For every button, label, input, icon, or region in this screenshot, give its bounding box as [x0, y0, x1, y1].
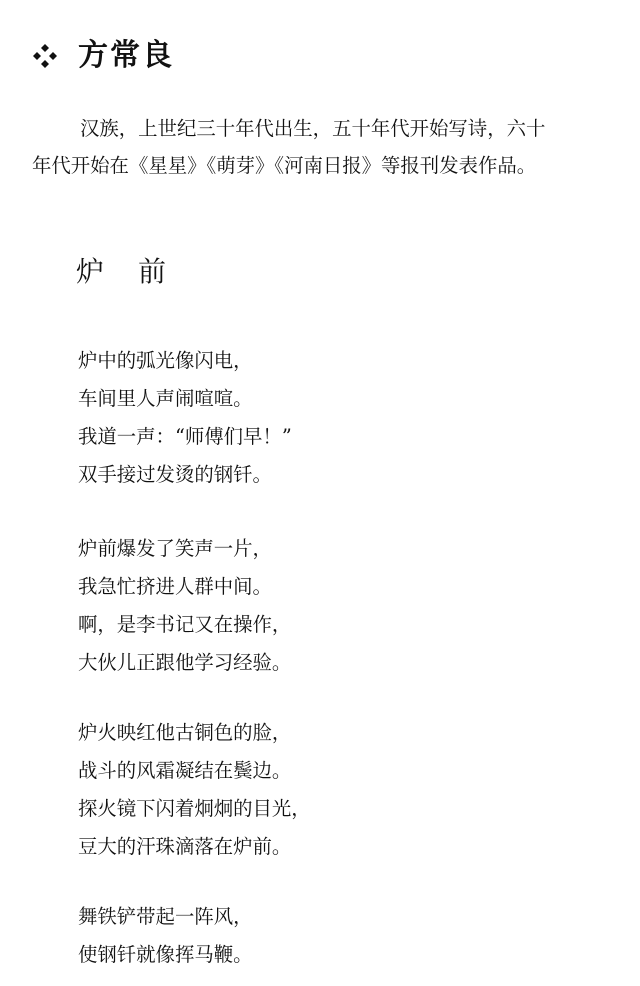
verse-line: 战斗的风霜凝结在鬓边。 — [78, 759, 292, 782]
diamond-bullet-icon — [32, 43, 58, 69]
verse-line: 舞铁铲带起一阵风， — [78, 905, 253, 928]
verse-line: 我急忙挤进人群中间。 — [78, 575, 272, 598]
verse-line: 车间里人声闹喧喧。 — [78, 387, 253, 410]
bio-line: 汉族，上世纪三十年代出生，五十年代开始写诗，六十 — [80, 117, 546, 140]
verse-line: 使钢钎就像挥马鞭。 — [78, 943, 253, 966]
poem-title — [76, 250, 166, 294]
verse-line: 炉火映红他古铜色的脸， — [78, 721, 292, 744]
verse-line: 双手接过发烫的钢钎。 — [78, 463, 272, 486]
poem-title-char: 前 — [138, 255, 167, 288]
author-bio — [32, 110, 592, 184]
verse-line: 大伙儿正跟他学习经验。 — [78, 651, 292, 674]
verse-line: 啊，是李书记又在操作， — [78, 613, 292, 636]
poem-stanza — [78, 714, 311, 866]
poem-stanza — [78, 898, 253, 974]
poem-title-char: 炉 — [76, 255, 105, 288]
bio-line: 年代开始在《星星》《萌芽》《河南日报》等报刊发表作品。 — [32, 154, 537, 177]
verse-line: 炉中的弧光像闪电， — [78, 349, 253, 372]
verse-line: 我道一声：“师傅们早！” — [78, 425, 292, 448]
author-heading — [32, 34, 174, 78]
verse-line: 炉前爆发了笑声一片， — [78, 537, 272, 560]
verse-line: 豆大的汗珠滴落在炉前。 — [78, 835, 292, 858]
poem-stanza — [78, 530, 291, 682]
author-name: 方常良 — [78, 38, 174, 73]
poem-stanza — [78, 342, 292, 494]
verse-line: 探火镜下闪着炯炯的目光， — [78, 797, 311, 820]
